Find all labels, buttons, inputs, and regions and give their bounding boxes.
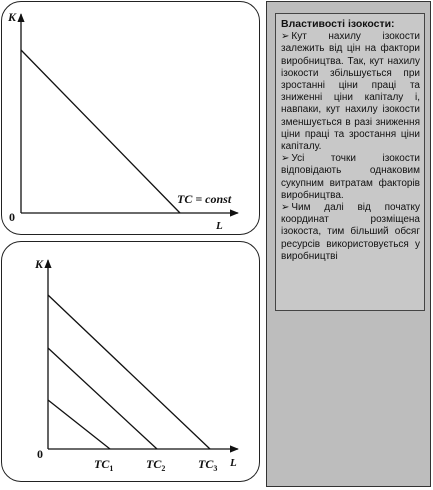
properties-text-box xyxy=(275,13,425,311)
isocost-line xyxy=(21,50,180,213)
property-item-3: ➢ Чим далі від початку координат розміщена ізокоста, тим більший обсяг ресурсів використовується у виробництві xyxy=(281,202,420,262)
isocost-label-1: $TC_1$ xyxy=(94,457,114,473)
y-axis-label: K xyxy=(8,10,17,24)
properties-title: Властивості ізокости: xyxy=(281,18,395,30)
isocost-line-2 xyxy=(48,348,157,449)
arrow-bullet-icon: ➢ xyxy=(281,153,290,165)
x-axis-label: L xyxy=(230,457,237,469)
property-item-1: ➢ Кут нахилу ізокости залежить від цін на фактори виробництва. Так, кут нахилу ізокости збільшується при зростанні ціни праці та зниженні ціни капіталу і, навпаки, кут нахилу ізокости зменшується в разі зниження ціни праці та зростання ціни капіталу. xyxy=(281,31,420,153)
properties-panel xyxy=(266,1,431,487)
arrow-bullet-icon: ➢ xyxy=(281,202,290,214)
property-item-2: ➢ Усі точки ізокости відповідають однаковим сукупним витратам факторів виробництва. xyxy=(281,153,420,201)
y-axis-label: K xyxy=(35,257,44,271)
isocost-chart-bottom xyxy=(2,242,261,483)
isocost-diagram-bottom xyxy=(1,241,260,482)
isocost-diagram-top xyxy=(1,1,260,235)
origin-label: 0 xyxy=(37,447,43,461)
isocost-label-2: $TC_2$ xyxy=(146,457,166,473)
arrow-bullet-icon: ➢ xyxy=(281,31,290,43)
isocost-label: TC = const xyxy=(177,192,232,206)
x-axis-label: L xyxy=(216,220,223,232)
origin-label: 0 xyxy=(9,210,15,224)
isocost-chart-top xyxy=(2,2,261,236)
isocost-label-3: $TC_3$ xyxy=(198,457,218,473)
isocost-line-3 xyxy=(48,295,210,449)
isocost-line-1 xyxy=(48,400,110,449)
